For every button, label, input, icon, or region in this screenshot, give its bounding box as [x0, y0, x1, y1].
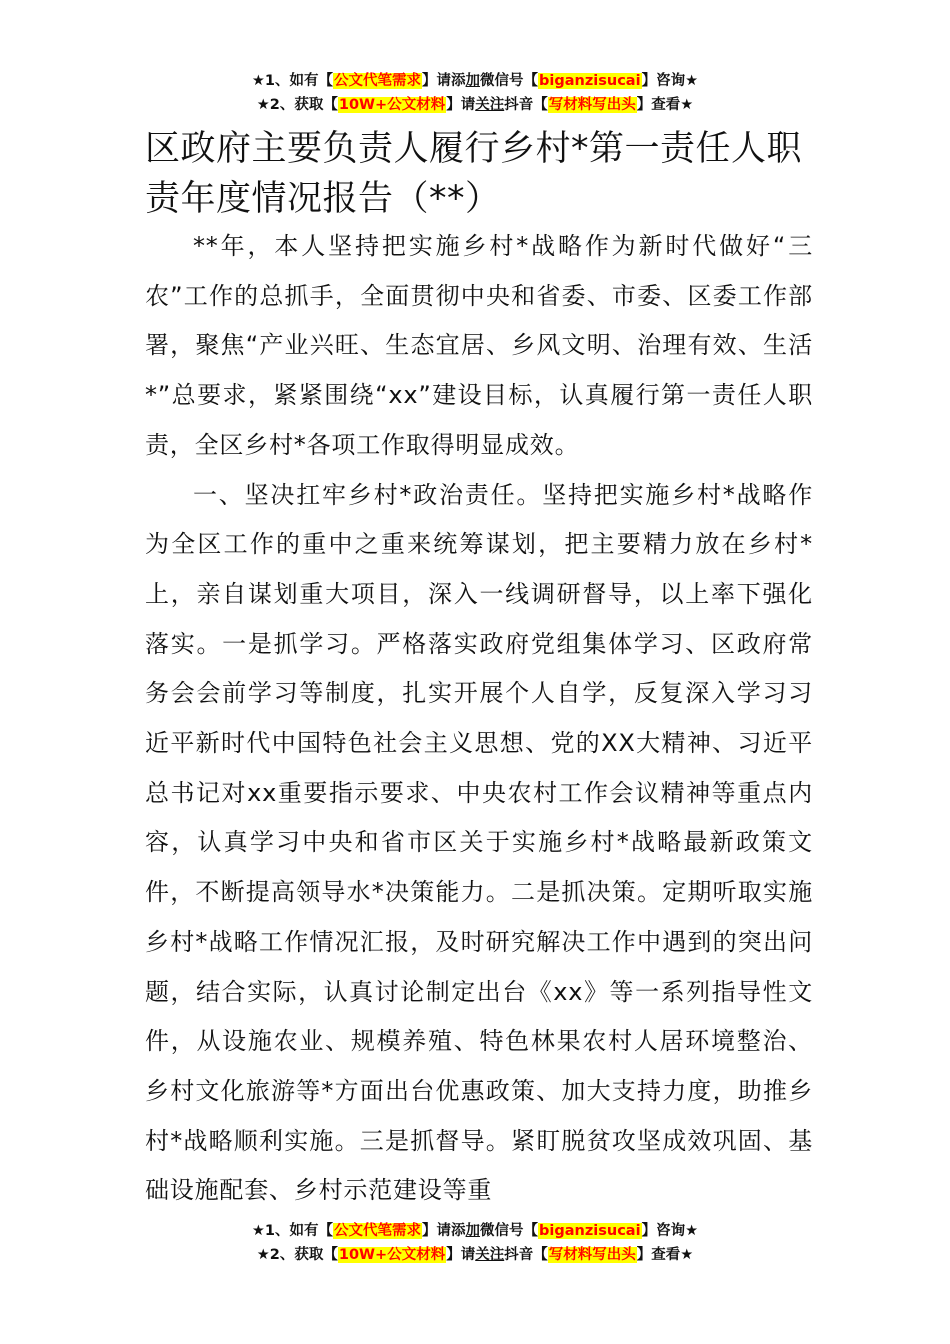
- promo-highlight: biganzisucai: [539, 1223, 641, 1239]
- promo-text: 抖音【: [504, 97, 548, 113]
- promo-text: 】请添: [422, 73, 466, 89]
- promo-underlined-text: 关注: [475, 97, 505, 113]
- promo-highlight: 10W+公文材料: [338, 1247, 446, 1263]
- promo-text: 微信号【: [480, 1223, 539, 1239]
- promo-text: 】请: [446, 97, 476, 113]
- paragraph-section-1: 一、坚决扛牢乡村*政治责任。坚持把实施乡村*战略作为全区工作的重中之重来统筹谋划，把主要精力放在乡村*上，亲自谋划重大项目，深入一线调研督导，以上率下强化落实。一是抓学习。严格落实政府党组集体学习、区政府常务会会前学习等制度，扎实开展个人自学，反复深入学习习近平新时代中国特色社会主义思想、党的XX大精神、习近平总书记对xx重要指示要求、中央农村工作会议精神等重点内容，认真学习中央和省市区关于实施乡村*战略最新政策文件，不断提高领导水*决策能力。二是抓决策。定期听取实施乡村*战略工作情况汇报，及时研究解决工作中遇到的突出问题，结合实际，认真讨论制定出台《xx》等一系列指导性文件，从设施农业、规模养殖、特色林果农村人居环境整治、乡村文化旅游等*方面出台优惠政策、加大支持力度，助推乡村*战略顺利实施。三是抓督导。紧盯脱贫攻坚成效巩固、基础设施配套、乡村示范建设等重: [145, 480, 813, 1205]
- promo-line-1: [0, 1219, 950, 1243]
- promo-line-2: [0, 1243, 950, 1267]
- promo-text: ★2、获取【: [256, 97, 338, 113]
- promo-underlined-text: 关注: [475, 1247, 505, 1263]
- promo-underlined-text: 加: [465, 1223, 481, 1239]
- promo-highlight: 公文代笔需求: [334, 1223, 422, 1239]
- promo-text: 】请添: [422, 1223, 466, 1239]
- promo-highlight: 10W+公文材料: [338, 97, 446, 113]
- promo-text: 】咨询★: [641, 73, 699, 89]
- document-title: 区政府主要负责人履行乡村*第一责任人职责年度情况报告（**）: [145, 129, 803, 219]
- promo-text: ★1、如有【: [251, 1223, 334, 1239]
- promo-underlined-text: 加: [465, 73, 481, 89]
- promo-line-1: [0, 69, 950, 93]
- promo-text: 微信号【: [480, 73, 539, 89]
- promo-text: 】查看★: [636, 97, 694, 113]
- promo-highlight: 公文代笔需求: [334, 73, 422, 89]
- promo-text: 】咨询★: [641, 1223, 699, 1239]
- promo-text: ★2、获取【: [256, 1247, 338, 1263]
- promo-text: ★1、如有【: [251, 73, 334, 89]
- paragraph-intro: **年，本人坚持把实施乡村*战略作为新时代做好“三农”工作的总抓手，全面贯彻中央和省委、市委、区委工作部署，聚焦“产业兴旺、生态宜居、乡风文明、治理有效、生活*”总要求，紧紧围绕“xx”建设目标，认真履行第一责任人职责，全区乡村*各项工作取得明显成效。: [145, 232, 814, 459]
- promo-highlight: 写材料写出头: [548, 1247, 636, 1263]
- document-body: [145, 222, 813, 1216]
- promo-text: 】请: [446, 1247, 476, 1263]
- promo-highlight: biganzisucai: [539, 73, 641, 89]
- promo-text: 抖音【: [504, 1247, 548, 1263]
- top-promo-banner: [0, 69, 950, 117]
- promo-line-2: [0, 93, 950, 117]
- promo-highlight: 写材料写出头: [548, 97, 636, 113]
- bottom-promo-banner: [0, 1219, 950, 1267]
- promo-text: 】查看★: [636, 1247, 694, 1263]
